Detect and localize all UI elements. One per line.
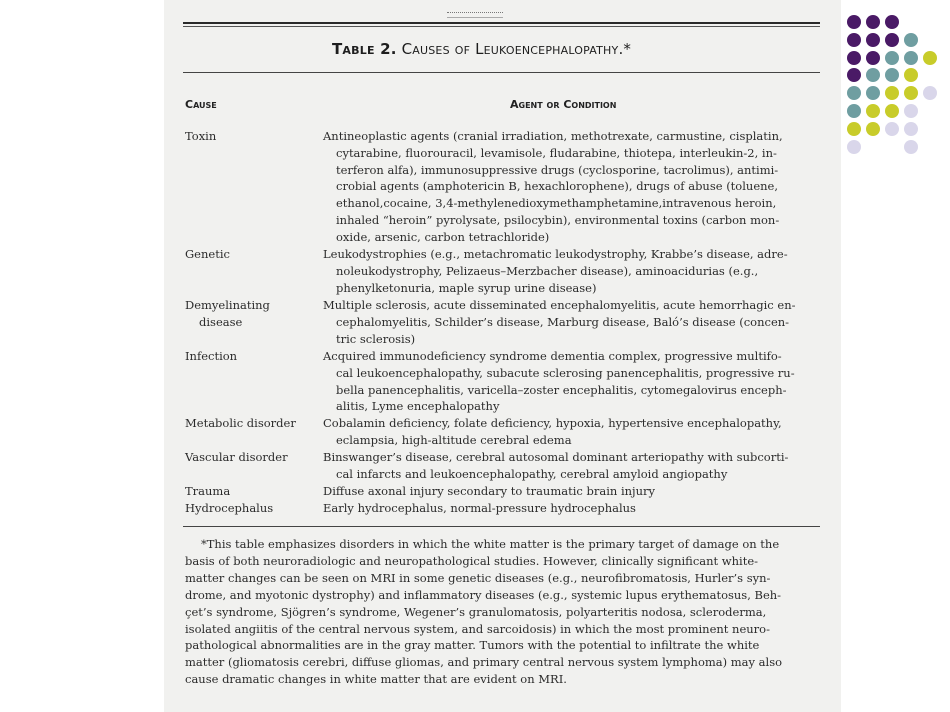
decorative-dot [904, 122, 918, 136]
decorative-dot [885, 104, 899, 118]
table-footnote [185, 536, 821, 688]
decorative-dot [923, 86, 937, 100]
agent-text-line: alitis, Lyme encephalopathy [336, 399, 500, 414]
cause-text: Vascular disorder [185, 450, 288, 464]
agent-text-line: Leukodystrophies (e.g., metachromatic leukodystrophy, Krabbe’s disease, adre- [323, 247, 788, 261]
decorative-dot [847, 140, 861, 154]
agent-text-line: cephalomyelitis, Schilder’s disease, Marburg disease, Baló’s disease (concen- [336, 314, 790, 329]
footnote-line: cause dramatic changes in white matter that are evident on MRI. [185, 672, 567, 687]
table-title [332, 40, 631, 58]
decorative-dot [866, 104, 880, 118]
footnote-line: drome, and myotonic dystrophy) and inflammatory diseases (e.g., systemic lupus erythematosus, Beh- [185, 587, 782, 602]
decorative-dot [847, 15, 861, 29]
footnote-line: matter changes can be seen on MRI in some genetic diseases (e.g., neurofibromatosis, Hurler’s syn- [185, 570, 771, 585]
footnote-line: pathological abnormalities are in the gray matter. Tumors with the potential to infiltrate the white [185, 638, 760, 653]
table-title-number: Table 2. [332, 40, 397, 58]
agent-text-line: bella panencephalitis, varicella–zoster encephalitis, cytomegalovirus enceph- [336, 382, 787, 397]
table-row-cause [185, 297, 315, 331]
cause-text: Toxin [185, 129, 217, 143]
decorative-dot [847, 33, 861, 47]
header-rule [183, 72, 820, 73]
agent-text-line: Binswanger’s disease, cerebral autosomal dominant arteriopathy with subcorti- [323, 450, 789, 464]
agent-text-line: noleukodystrophy, Pelizaeus–Merzbacher disease), aminoacidurias (e.g., [336, 263, 759, 278]
table-row-cause [185, 500, 315, 517]
table-row-agent [323, 500, 820, 517]
table-row-cause [185, 415, 315, 432]
decorative-dot [904, 51, 918, 65]
agent-text-line: inhaled “heroin” pyrolysate, psilocybin), environmental toxins (carbon mon- [336, 212, 780, 227]
decorative-dot [847, 104, 861, 118]
agent-text-line: Early hydrocephalus, normal-pressure hydrocephalus [323, 501, 636, 515]
decorative-dot [866, 122, 880, 136]
table-row-cause [185, 128, 315, 145]
decorative-dot [904, 86, 918, 100]
decorative-dot [885, 51, 899, 65]
table-row-agent [323, 449, 820, 483]
decorative-dot [847, 86, 861, 100]
table-row-agent [323, 297, 820, 347]
agent-text-line: oxide, arsenic, carbon tetrachloride) [336, 229, 550, 244]
decorative-dot [923, 51, 937, 65]
cause-text: Genetic [185, 247, 230, 261]
footnote-rule [183, 526, 820, 527]
footnote-line: isolated angiitis of the central nervous system, and sarcoidosis) in which the most prominent neuro- [185, 621, 770, 636]
decorative-dot [847, 122, 861, 136]
top-rule-thin [183, 26, 820, 27]
top-rule [183, 22, 820, 24]
decorative-dot [847, 51, 861, 65]
decorative-dot [885, 122, 899, 136]
cause-text: disease [199, 314, 243, 329]
decorative-dot [885, 15, 899, 29]
cause-text: Hydrocephalus [185, 501, 274, 515]
decorative-dot [847, 68, 861, 82]
footnote-line: çet’s syndrome, Sjögren’s syndrome, Wegener’s granulomatosis, polyarteritis nodosa, scleroderma, [185, 604, 767, 619]
decorative-dot [904, 140, 918, 154]
agent-text-line: terferon alfa), immunosuppressive drugs (cyclosporine, tacrolimus), antimi- [336, 162, 779, 177]
decorative-dot [904, 33, 918, 47]
table-row-cause [185, 246, 315, 263]
table-row-agent [323, 483, 820, 500]
agent-text-line: Acquired immunodeficiency syndrome dementia complex, progressive multifo- [323, 349, 782, 363]
decorative-dot [885, 68, 899, 82]
agent-text-line: tric sclerosis) [336, 331, 416, 346]
agent-text-line: Cobalamin deficiency, folate deficiency, hypoxia, hypertensive encephalopathy, [323, 416, 782, 430]
table-title-text: Causes of Leukoencephalopathy.* [401, 40, 632, 58]
decorative-dot [866, 68, 880, 82]
decorative-dot [885, 33, 899, 47]
decorative-dot [866, 33, 880, 47]
agent-text-line: cytarabine, fluorouracil, levamisole, fludarabine, thiotepa, interleukin-2, in- [336, 145, 777, 160]
table-row-agent [323, 246, 820, 296]
table-row-agent [323, 415, 820, 449]
table-row-agent [323, 128, 820, 246]
table-row-cause [185, 348, 315, 365]
agent-text-line: Multiple sclerosis, acute disseminated encephalomyelitis, acute hemorrhagic en- [323, 298, 796, 312]
footnote-line: matter (gliomatosis cerebri, diffuse gliomas, and primary central nervous system lymphoma) may also [185, 655, 783, 670]
decorative-dot [866, 15, 880, 29]
cause-text: Metabolic disorder [185, 416, 296, 430]
table-row-agent [323, 348, 820, 415]
agent-text-line: phenylketonuria, maple syrup urine disease) [336, 280, 597, 295]
table-row-cause [185, 449, 315, 466]
cause-text: Infection [185, 349, 238, 363]
agent-text-line: eclampsia, high-altitude cerebral edema [336, 432, 572, 447]
decorative-dot [885, 86, 899, 100]
column-header-cause: Cause [185, 98, 217, 111]
cause-text: Demyelinating [185, 298, 270, 312]
agent-text-line: Antineoplastic agents (cranial irradiation, methotrexate, carmustine, cisplatin, [323, 129, 783, 143]
cause-text: Trauma [185, 484, 231, 498]
agent-text-line: crobial agents (amphotericin B, hexachlorophene), drugs of abuse (toluene, [336, 179, 778, 194]
footnote-line: basis of both neuroradiologic and neuropathological studies. However, clinically significant white- [185, 553, 759, 568]
table-row-cause [185, 483, 315, 500]
column-header-agent: Agent or Condition [510, 98, 617, 111]
agent-text-line: Diffuse axonal injury secondary to traumatic brain injury [323, 484, 655, 498]
decorative-dot [866, 86, 880, 100]
footnote-line: *This table emphasizes disorders in which the white matter is the primary target of damage on the [201, 537, 780, 551]
agent-text-line: cal infarcts and leukoencephalopathy, cerebral amyloid angiopathy [336, 466, 728, 481]
agent-text-line: cal leukoencephalopathy, subacute sclerosing panencephalitis, progressive ru- [336, 365, 795, 380]
decorative-dot [904, 104, 918, 118]
running-header-mark [447, 12, 503, 18]
decorative-dot [866, 51, 880, 65]
decorative-dot [904, 68, 918, 82]
agent-text-line: ethanol,cocaine, 3,4-methylenedioxymethamphetamine,intravenous heroin, [336, 196, 777, 211]
